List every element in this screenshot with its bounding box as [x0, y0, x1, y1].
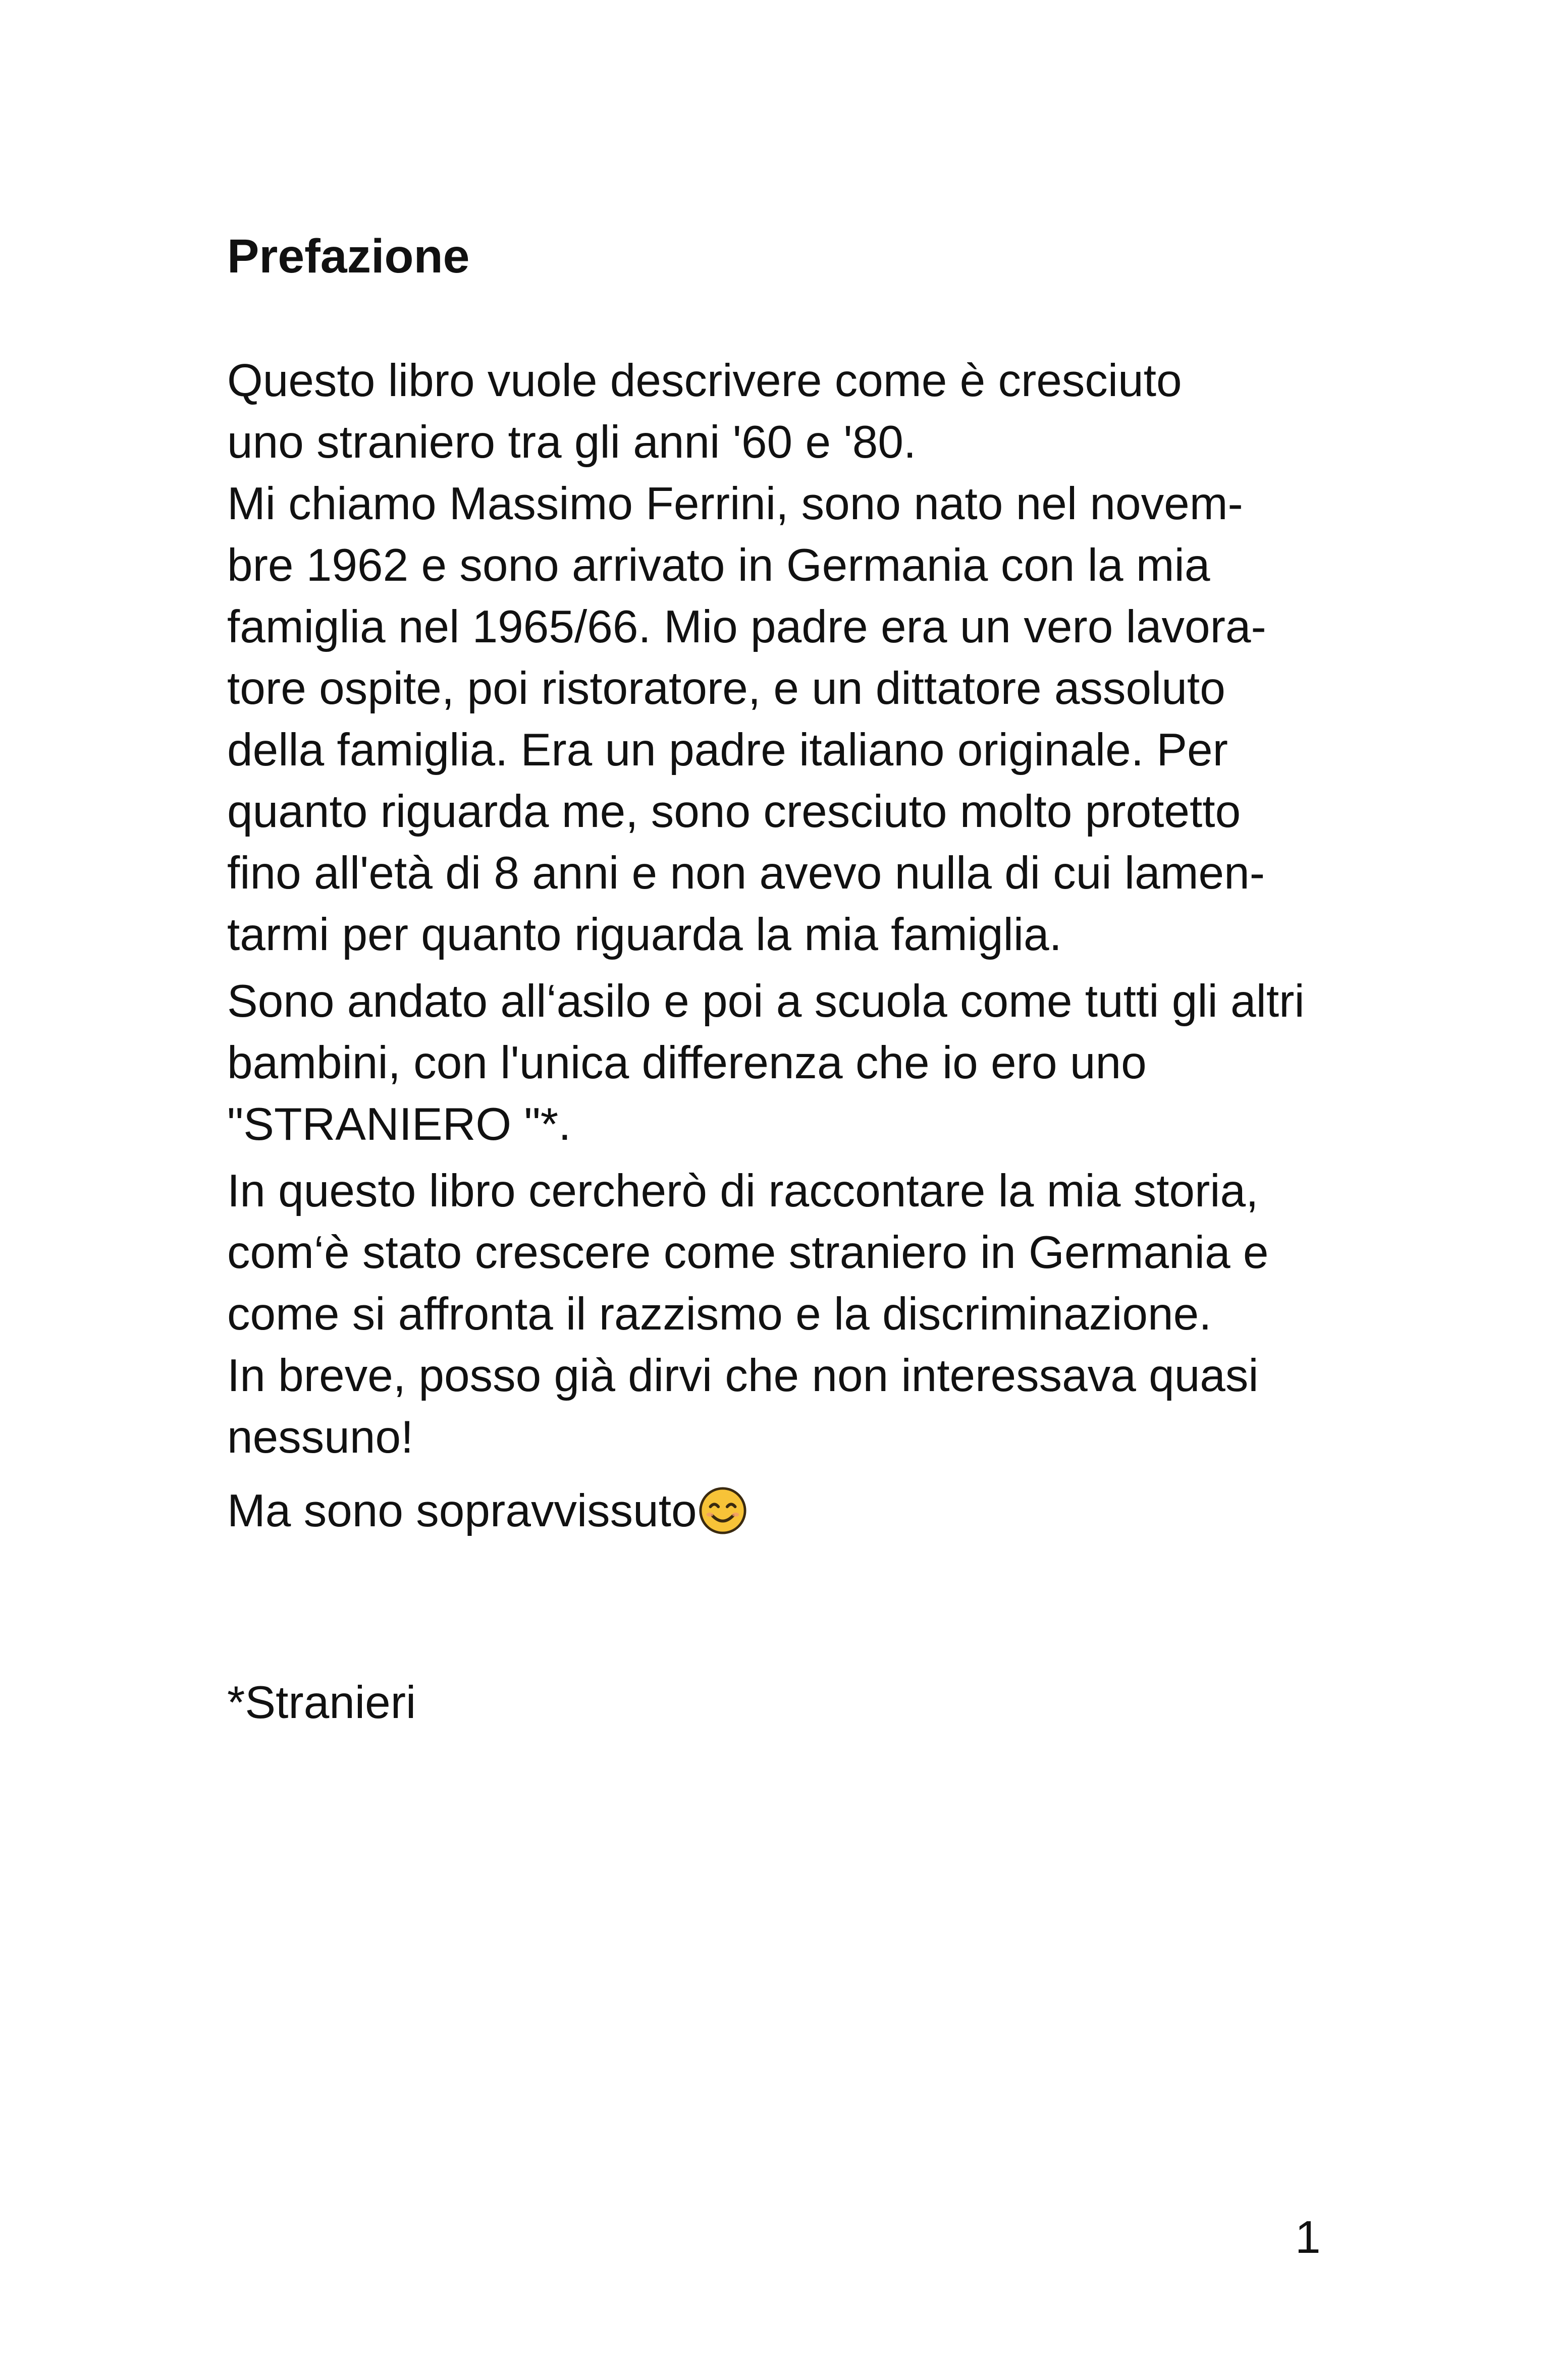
body-line-10: tarmi per quanto riguarda la mia famiglia. [227, 909, 1062, 960]
closing-line [227, 1483, 747, 1539]
body-line-11: Sono andato all‘asilo e poi a scuola come tutti gli altri [227, 976, 1305, 1027]
footnote: *Stranieri [227, 1677, 416, 1728]
body-line-12: bambini, con l'unica differenza che io ero uno [227, 1037, 1147, 1088]
smiling-face-icon [698, 1486, 747, 1535]
body-line-17: In breve, posso già dirvi che non interessava quasi [227, 1350, 1259, 1401]
body-line-4: bre 1962 e sono arrivato in Germania con la mia [227, 540, 1210, 591]
page-title: Prefazione [227, 230, 470, 283]
body-line-1: Questo libro vuole descrivere come è cresciuto [227, 355, 1182, 406]
body-line-6: tore ospite, poi ristoratore, e un dittatore assoluto [227, 663, 1225, 714]
closing-text: Ma sono sopravvissuto [227, 1485, 697, 1536]
body-line-2: uno straniero tra gli anni '60 e '80. [227, 417, 917, 468]
body-line-8: quanto riguarda me, sono cresciuto molto protetto [227, 786, 1241, 837]
body-line-7: della famiglia. Era un padre italiano originale. Per [227, 725, 1228, 776]
body-line-16: come si affronta il razzismo e la discriminazione. [227, 1289, 1212, 1340]
body-line-13: "STRANIERO "*. [227, 1099, 571, 1150]
body-line-9: fino all'età di 8 anni e non avevo nulla di cui lamen- [227, 848, 1265, 899]
body-line-14: In questo libro cercherò di raccontare la mia storia, [227, 1166, 1259, 1216]
page-number: 1 [1295, 2212, 1321, 2263]
body-line-5: famiglia nel 1965/66. Mio padre era un vero lavora- [227, 601, 1266, 652]
body-line-15: com‘è stato crescere come straniero in Germania e [227, 1227, 1269, 1278]
body-line-3: Mi chiamo Massimo Ferrini, sono nato nel novem- [227, 478, 1243, 529]
body-line-18: nessuno! [227, 1412, 414, 1463]
